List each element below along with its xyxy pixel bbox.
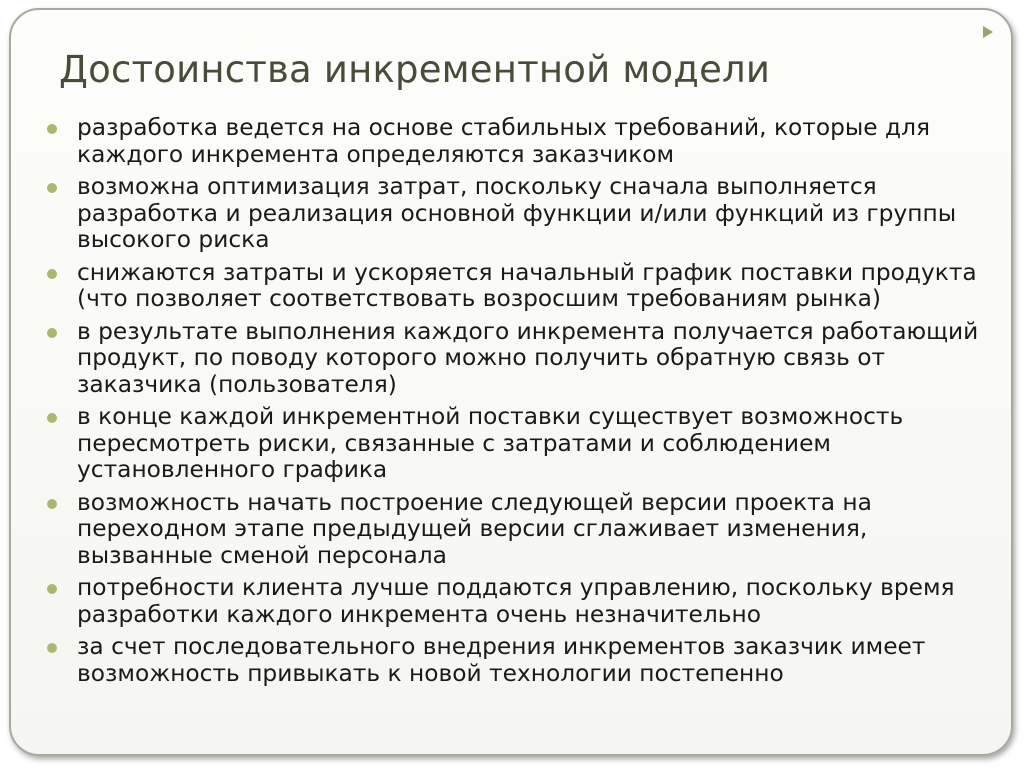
bullet-item <box>41 404 1005 484</box>
bullet-text: в результате выполнения каждого инкремента получается работающий продукт, по поводу которого можно получить обратную связь от заказчика (пользователя) <box>77 317 979 398</box>
bullet-text: в конце каждой инкрементной поставки существует возможность пересмотреть риски, связанные с затратами и соблюдением установленного графика <box>77 403 904 483</box>
arrow-right-icon <box>983 26 993 38</box>
bullet-item <box>41 174 1005 254</box>
bullet-text: возможна оптимизация затрат, поскольку сначала выполняется разработка и реализация основной функции и/или функций из группы высокого риска <box>77 173 957 253</box>
bullet-item <box>41 634 1005 687</box>
slide-frame <box>9 8 1013 756</box>
bullet-text: потребности клиента лучше поддаются управлению, поскольку время разработки каждого инкремента очень незначительно <box>77 574 955 628</box>
bullet-item <box>41 260 1005 313</box>
bullet-item <box>41 490 1005 570</box>
round-bullet-icon <box>47 499 57 509</box>
bullet-text: за счет последовательного внедрения инкрементов заказчик имеет возможность привыкать к новой технологии постепенно <box>77 633 926 687</box>
bullet-item <box>41 319 1005 399</box>
bullet-text: снижаются затраты и ускоряется начальный график поставки продукта (что позволяет соответствовать возросшим требованиям рынка) <box>77 258 977 312</box>
bullet-item <box>41 115 1005 168</box>
bullet-item <box>41 575 1005 628</box>
slide-title: Достоинства инкрементной модели <box>59 48 771 91</box>
round-bullet-icon <box>47 643 57 653</box>
round-bullet-icon <box>47 183 57 193</box>
round-bullet-icon <box>47 124 57 134</box>
bullet-text: разработка ведется на основе стабильных требований, которые для каждого инкремента определяются заказчиком <box>77 114 931 168</box>
round-bullet-icon <box>47 413 57 423</box>
round-bullet-icon <box>47 269 57 279</box>
round-bullet-icon <box>47 328 57 338</box>
round-bullet-icon <box>47 584 57 594</box>
bullet-list <box>41 115 1005 693</box>
bullet-text: возможность начать построение следующей версии проекта на переходном этапе предыдущей версии сглаживает изменения, вызванные сменой персонала <box>77 488 872 569</box>
